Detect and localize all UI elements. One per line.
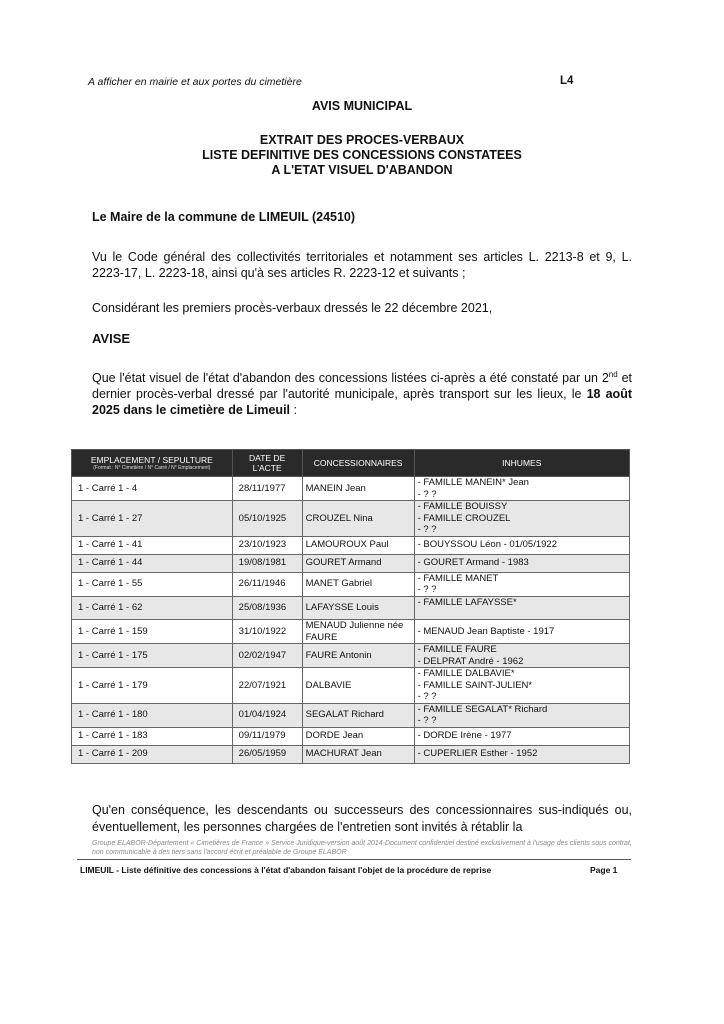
inhume-line: - MENAUD Jean Baptiste - 1917: [417, 625, 555, 637]
subtitle-line: EXTRAIT DES PROCES-VERBAUX: [259, 133, 465, 147]
inhume-line: - DELPRAT André - 1962: [417, 655, 524, 667]
inhume-line: - FAMILLE SAINT-JULIEN*: [417, 679, 533, 691]
cell-inhumes: [414, 644, 629, 668]
constat-text: :: [290, 403, 297, 418]
inhume-line: - FAMILLE SEGALAT* Richard: [417, 703, 548, 715]
table-row: [72, 644, 630, 668]
confidentiality-notice: Groupe ELABOR-Département « Cimetières de France » Service Juridique-version août 2014-Document confidentiel destiné exclusivement à l'usage des clients sous contrat, non communicable à des tiers sans l'accord écrit et préalable de Groupe ELABOR: [92, 840, 632, 856]
consequence-paragraph: Qu'en conséquence, les descendants ou successeurs des concessionnaires sus-indiqués ou, éventuellement, les personnes chargées de l'entretien sont invités à rétablir la: [92, 803, 632, 834]
constat-date-location: 18 août 2025 dans le cimetière de Limeuil: [92, 387, 632, 418]
cell-date: 26/11/1946: [232, 572, 302, 596]
inhume-line: - FAMILLE DALBAVIE*: [417, 668, 515, 679]
cell-date: 26/05/1959: [232, 745, 302, 763]
cell-emplacement: 1 - Carré 1 - 62: [72, 596, 233, 620]
page-number: Page 1: [590, 865, 618, 875]
inhume-line: - ? ?: [417, 584, 437, 595]
cell-concessionnaire: DORDE Jean: [302, 727, 414, 745]
cell-inhumes: [414, 703, 629, 727]
cell-inhumes: [414, 668, 629, 704]
cell-date: 28/11/1977: [232, 477, 302, 501]
cell-emplacement: 1 - Carré 1 - 55: [72, 572, 233, 596]
cell-concessionnaire: GOURET Armand: [302, 554, 414, 572]
cell-concessionnaire: FAURE Antonin: [302, 644, 414, 668]
cell-concessionnaire: MANET Gabriel: [302, 572, 414, 596]
inhume-line: - ? ?: [417, 524, 437, 535]
cell-date: 31/10/1922: [232, 620, 302, 644]
inhume-line: [418, 608, 626, 619]
inhume-line: - ? ?: [417, 691, 437, 702]
cell-date: 25/08/1936: [232, 596, 302, 620]
cell-date: 19/08/1981: [232, 554, 302, 572]
table-row: [72, 668, 630, 704]
table-row: [72, 572, 630, 596]
cell-date: 09/11/1979: [232, 727, 302, 745]
cell-emplacement: 1 - Carré 1 - 159: [72, 620, 233, 644]
maire-heading: Le Maire de la commune de LIMEUIL (24510): [92, 210, 356, 224]
subtitle-line: LISTE DEFINITIVE DES CONCESSIONS CONSTATEES: [202, 148, 522, 162]
avise-heading: AVISE: [92, 331, 131, 346]
cell-date: 22/07/1921: [232, 668, 302, 704]
constat-paragraph: [92, 367, 632, 418]
cell-concessionnaire: LAMOUROUX Paul: [302, 536, 414, 554]
cell-inhumes: [414, 477, 629, 501]
header-emplacement: EMPLACEMENT / SEPULTURE (Format : N° Cimetière / N° Carré / N° Emplacement): [72, 450, 233, 477]
cell-inhumes: [414, 596, 629, 620]
document-subtitle: [0, 133, 724, 178]
cell-concessionnaire: CROUZEL Nina: [302, 501, 414, 537]
inhume-line: - CUPERLIER Esther - 1952: [417, 748, 538, 760]
inhume-line: - FAMILLE CROUZEL: [417, 512, 511, 524]
table-row: [72, 477, 630, 501]
cell-concessionnaire: MENAUD Julienne née FAURE: [302, 620, 414, 644]
table-row: [72, 501, 630, 537]
cell-emplacement: 1 - Carré 1 - 44: [72, 554, 233, 572]
cell-concessionnaire: MACHURAT Jean: [302, 745, 414, 763]
inhume-line: - ? ?: [417, 488, 437, 500]
cell-inhumes: [414, 536, 629, 554]
cell-inhumes: [414, 745, 629, 763]
cell-emplacement: 1 - Carré 1 - 4: [72, 477, 233, 501]
cell-concessionnaire: MANEIN Jean: [302, 477, 414, 501]
inhume-line: - ? ?: [417, 715, 437, 726]
subtitle-line: A L'ETAT VISUEL D'ABANDON: [271, 163, 453, 177]
inhume-line: - FAMILLE FAURE: [417, 644, 497, 655]
cell-emplacement: 1 - Carré 1 - 183: [72, 727, 233, 745]
inhume-line: - DORDE Irène - 1977: [417, 730, 512, 742]
header-emplacement-format: (Format : N° Cimetière / N° Carré / N° Emplacement): [93, 465, 211, 471]
cell-emplacement: 1 - Carré 1 - 179: [72, 668, 233, 704]
footer-document-title: LIMEUIL - Liste définitive des concessions à l'état d'abandon faisant l'objet de la procédure de reprise: [80, 865, 492, 875]
table-row: [72, 620, 630, 644]
inhume-line: - FAMILLE MANEIN* Jean: [417, 477, 529, 488]
cell-inhumes: [414, 620, 629, 644]
header-date: DATE DE L'ACTE: [232, 450, 302, 477]
cell-date: 01/04/1924: [232, 703, 302, 727]
cell-emplacement: 1 - Carré 1 - 27: [72, 501, 233, 537]
cell-emplacement: 1 - Carré 1 - 41: [72, 536, 233, 554]
cell-inhumes: [414, 554, 629, 572]
cell-date: 23/10/1923: [232, 536, 302, 554]
table-row: [72, 745, 630, 763]
concessions-table: [71, 449, 630, 764]
table-row: [72, 554, 630, 572]
inhume-line: - BOUYSSOU Léon - 01/05/1922: [417, 539, 557, 551]
table-header-row: [72, 450, 630, 477]
inhume-line: - FAMILLE MANET: [417, 572, 499, 584]
cell-inhumes: [414, 572, 629, 596]
cell-date: 05/10/1925: [232, 501, 302, 537]
considerant-paragraph: Considérant les premiers procès-verbaux dressés le 22 décembre 2021,: [92, 301, 493, 315]
cell-emplacement: 1 - Carré 1 - 180: [72, 703, 233, 727]
table-row: [72, 536, 630, 554]
cell-inhumes: [414, 727, 629, 745]
document-title: AVIS MUNICIPAL: [311, 99, 413, 113]
constat-superscript: nd: [608, 370, 618, 379]
table-row: [72, 596, 630, 620]
posting-note: A afficher en mairie et aux portes du cimetière: [88, 76, 302, 88]
cell-concessionnaire: SEGALAT Richard: [302, 703, 414, 727]
cell-date: 02/02/1947: [232, 644, 302, 668]
cell-concessionnaire: LAFAYSSE Louis: [302, 596, 414, 620]
inhume-line: - FAMILLE LAFAYSSE*: [417, 596, 517, 608]
header-inhumes: INHUMES: [414, 450, 629, 477]
inhume-line: - FAMILLE BOUISSY: [417, 501, 508, 512]
cell-inhumes: [414, 501, 629, 537]
cell-concessionnaire: DALBAVIE: [302, 668, 414, 704]
cell-emplacement: 1 - Carré 1 - 209: [72, 745, 233, 763]
constat-text: Que l'état visuel de l'état d'abandon des concessions listées ci-après a été constaté par un 2: [92, 371, 609, 386]
inhume-line: - GOURET Armand - 1983: [417, 557, 529, 569]
document-reference: L4: [560, 75, 574, 87]
constat-text: et dernier procès-verbal dressé par l'autorité municipale, après transport sur les lieux, le: [92, 371, 632, 402]
table-row: [72, 727, 630, 745]
cell-emplacement: 1 - Carré 1 - 175: [72, 644, 233, 668]
header-concessionnaires: CONCESSIONNAIRES: [302, 450, 414, 477]
table-row: [72, 703, 630, 727]
code-paragraph: Vu le Code général des collectivités territoriales et notamment ses articles L. 2213-8 et 9, L. 2223-17, L. 2223-18, ainsi qu'à ses articles R. 2223-12 et suivants ;: [92, 250, 632, 280]
footer-divider: [77, 859, 631, 860]
